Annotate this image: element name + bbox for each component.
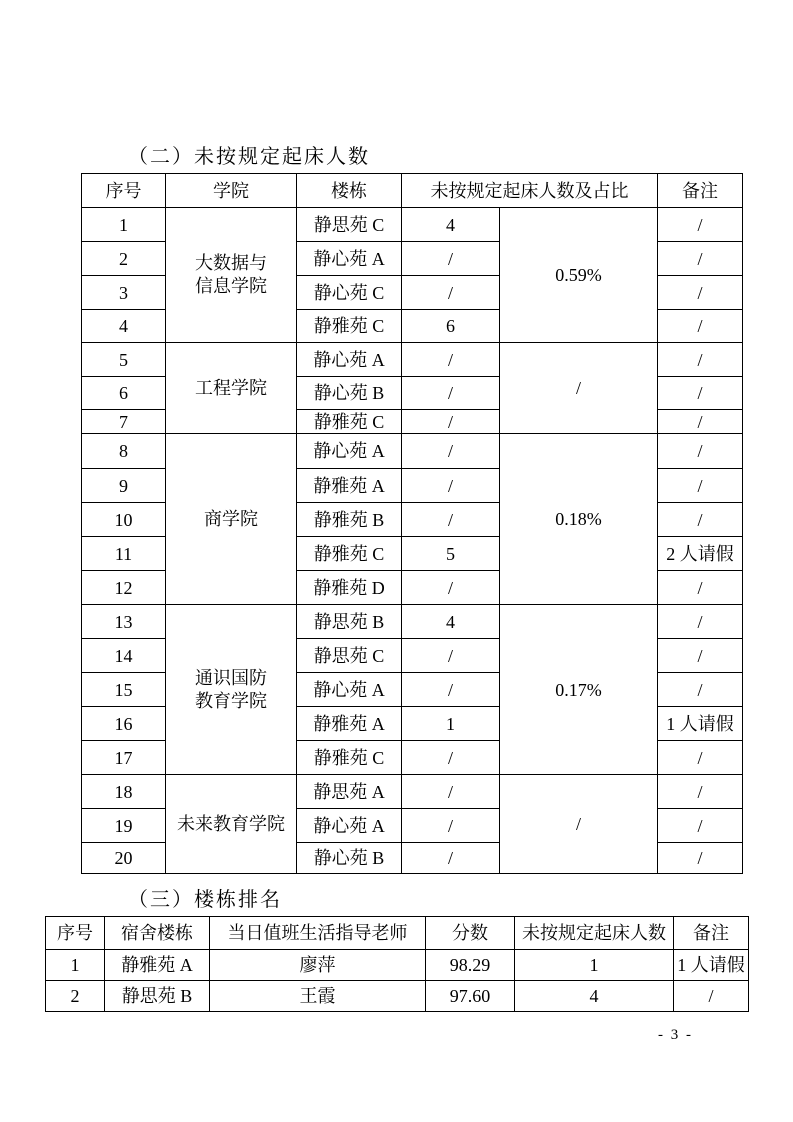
note-cell: / [658, 639, 743, 673]
note-cell: / [658, 741, 743, 775]
college-cell [166, 343, 297, 434]
header-count-ratio: 未按规定起床人数及占比 [402, 174, 658, 208]
row-number: 11 [82, 537, 166, 571]
absent-count: / [402, 639, 500, 673]
absent-count: / [402, 843, 500, 874]
header-teacher: 当日值班生活指导老师 [210, 917, 426, 950]
row-number: 4 [82, 310, 166, 343]
building-name: 静心苑 A [297, 242, 402, 276]
header-no: 序号 [82, 174, 166, 208]
table-row [82, 208, 743, 242]
note-cell: 2 人请假 [658, 537, 743, 571]
absent-count: / [402, 503, 500, 537]
building-name: 静雅苑 C [297, 741, 402, 775]
note-cell: / [658, 571, 743, 605]
row-number: 8 [82, 434, 166, 469]
table-header-row [46, 917, 749, 950]
building-name: 静心苑 A [297, 343, 402, 377]
absent-count: 4 [515, 981, 674, 1012]
absent-count: / [402, 673, 500, 707]
header-score: 分数 [426, 917, 515, 950]
table-row [82, 605, 743, 639]
header-note: 备注 [674, 917, 749, 950]
absent-count: / [402, 343, 500, 377]
ratio-cell: / [500, 343, 658, 434]
absent-count: / [402, 434, 500, 469]
college-name-line: 信息学院 [195, 276, 267, 296]
college-name-line: 商学院 [204, 508, 258, 529]
row-number: 14 [82, 639, 166, 673]
note-cell: 1 人请假 [658, 707, 743, 741]
teacher-name: 廖萍 [210, 950, 426, 981]
row-number: 1 [46, 950, 105, 981]
building-name: 静雅苑 A [297, 469, 402, 503]
college-name-line: 通识国防 [195, 667, 267, 688]
absent-count: / [402, 809, 500, 843]
note-cell: / [658, 809, 743, 843]
row-number: 18 [82, 775, 166, 809]
absent-count: / [402, 741, 500, 775]
header-building: 宿舍楼栋 [105, 917, 210, 950]
building-name: 静思苑 B [297, 605, 402, 639]
section-heading-ranking: （三）楼栋排名 [128, 889, 282, 911]
header-note: 备注 [658, 174, 743, 208]
absent-count: 1 [402, 707, 500, 741]
building-name: 静心苑 C [297, 276, 402, 310]
absent-count: / [402, 276, 500, 310]
note-cell: / [658, 410, 743, 434]
page-number: - 3 - [658, 1027, 693, 1043]
building-name: 静思苑 B [105, 981, 210, 1012]
absent-count: / [402, 571, 500, 605]
header-no: 序号 [46, 917, 105, 950]
note-cell: / [658, 673, 743, 707]
building-name: 静雅苑 A [105, 950, 210, 981]
absent-count: 4 [402, 208, 500, 242]
row-number: 12 [82, 571, 166, 605]
table-header-row [82, 174, 743, 208]
row-number: 2 [82, 242, 166, 276]
teacher-name: 王霞 [210, 981, 426, 1012]
row-number: 13 [82, 605, 166, 639]
college-name-line: 教育学院 [195, 690, 267, 711]
absent-count: / [402, 775, 500, 809]
note-cell: / [658, 242, 743, 276]
absent-count: / [402, 242, 500, 276]
note-cell: / [658, 434, 743, 469]
college-cell [166, 605, 297, 775]
note-cell: / [658, 310, 743, 343]
building-name: 静雅苑 C [297, 310, 402, 343]
ratio-cell: 0.18% [500, 434, 658, 605]
absent-count: / [402, 410, 500, 434]
note-cell: / [658, 775, 743, 809]
absent-count: / [402, 377, 500, 410]
note-cell: / [658, 605, 743, 639]
ratio-cell: / [500, 775, 658, 874]
absent-count: 1 [515, 950, 674, 981]
building-name: 静思苑 A [297, 775, 402, 809]
building-name: 静思苑 C [297, 639, 402, 673]
ratio-cell: 0.59% [500, 208, 658, 343]
building-name: 静雅苑 C [297, 537, 402, 571]
note-cell: / [658, 843, 743, 874]
college-name-line: 未来教育学院 [177, 813, 285, 834]
ratio-cell: 0.17% [500, 605, 658, 775]
note-cell: / [658, 208, 743, 242]
note-cell: / [658, 503, 743, 537]
college-name-line: 工程学院 [195, 377, 267, 398]
header-building: 楼栋 [297, 174, 402, 208]
table-row [46, 950, 749, 981]
building-name: 静心苑 B [297, 843, 402, 874]
building-name: 静思苑 C [297, 208, 402, 242]
college-cell [166, 208, 297, 343]
row-number: 9 [82, 469, 166, 503]
table-row [82, 343, 743, 377]
row-number: 1 [82, 208, 166, 242]
row-number: 16 [82, 707, 166, 741]
row-number: 10 [82, 503, 166, 537]
row-number: 20 [82, 843, 166, 874]
building-name: 静心苑 B [297, 377, 402, 410]
building-name: 静雅苑 B [297, 503, 402, 537]
building-name: 静雅苑 C [297, 410, 402, 434]
section-heading-absent: （二）未按规定起床人数 [128, 146, 370, 168]
note-cell: / [658, 343, 743, 377]
college-cell [166, 434, 297, 605]
building-name: 静心苑 A [297, 673, 402, 707]
building-name: 静雅苑 D [297, 571, 402, 605]
header-college: 学院 [166, 174, 297, 208]
note-cell: / [674, 981, 749, 1012]
note-cell: / [658, 377, 743, 410]
row-number: 6 [82, 377, 166, 410]
building-ranking-table [45, 916, 749, 1012]
note-cell: / [658, 276, 743, 310]
absent-count: 5 [402, 537, 500, 571]
college-cell [166, 775, 297, 874]
absent-count: / [402, 469, 500, 503]
row-number: 5 [82, 343, 166, 377]
building-name: 静雅苑 A [297, 707, 402, 741]
absent-students-table [81, 173, 743, 874]
building-name: 静心苑 A [297, 434, 402, 469]
header-count: 未按规定起床人数 [515, 917, 674, 950]
row-number: 3 [82, 276, 166, 310]
table-row [82, 775, 743, 809]
building-name: 静心苑 A [297, 809, 402, 843]
score: 98.29 [426, 950, 515, 981]
row-number: 17 [82, 741, 166, 775]
table-row [46, 981, 749, 1012]
absent-count: 4 [402, 605, 500, 639]
row-number: 19 [82, 809, 166, 843]
note-cell: / [658, 469, 743, 503]
absent-count: 6 [402, 310, 500, 343]
college-name-line: 大数据与 [195, 253, 267, 273]
row-number: 15 [82, 673, 166, 707]
table-row [82, 434, 743, 469]
note-cell: 1 人请假 [674, 950, 749, 981]
row-number: 2 [46, 981, 105, 1012]
score: 97.60 [426, 981, 515, 1012]
row-number: 7 [82, 410, 166, 434]
